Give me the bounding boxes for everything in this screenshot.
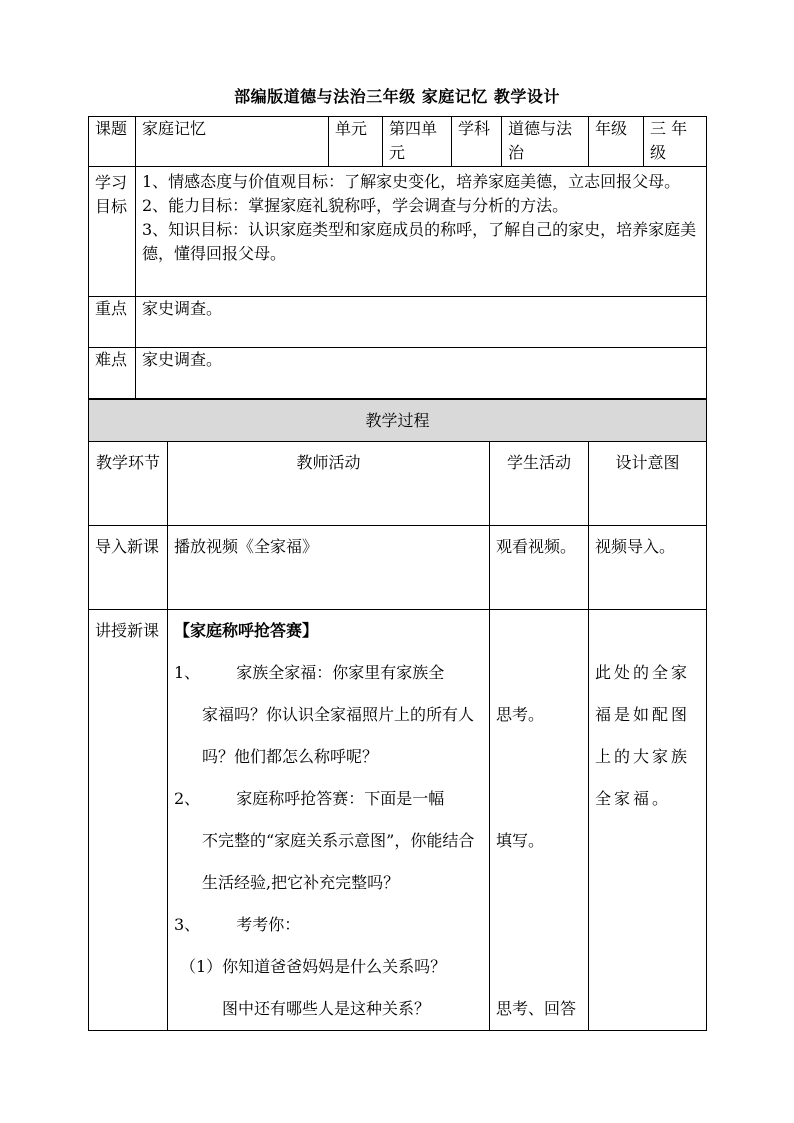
subject-value: 道德与法治: [502, 117, 589, 167]
lesson-info-table: [88, 116, 707, 399]
spacer: [496, 652, 582, 694]
col-teacher-header: 教师活动: [168, 442, 490, 526]
col-stage-header: 教学环节: [89, 442, 168, 526]
student-activity-2: 填写。: [496, 831, 545, 850]
goals-cell: [136, 167, 707, 297]
key-label: 重点: [89, 297, 136, 348]
intent-text: 此处的全家福是如配图上的大家族全家福。: [595, 663, 691, 808]
grade-label: 年级: [589, 117, 644, 167]
student-activity-3: 思考、回答: [496, 999, 577, 1018]
item-1-continued: 家福吗？你认识全家福照片上的所有人吗？他们都怎么称呼呢？: [202, 705, 475, 766]
section-title: 【家庭称呼抢答赛】: [174, 621, 319, 640]
item-2-continued: 不完整的“家庭关系示意图”，你能结合生活经验,把它补充完整吗？: [202, 831, 475, 892]
goals-label: [89, 167, 136, 297]
goal-item: 1、情感态度与价值观目标：了解家史变化，培养家庭美德，立志回报父母。: [142, 172, 681, 191]
student-activity-1: 思考。: [496, 705, 545, 724]
lesson-label: 课题: [89, 117, 136, 167]
lesson-value: 家庭记忆: [136, 117, 329, 167]
item-text: 考考你：: [236, 915, 301, 934]
lecture-student: [490, 610, 589, 1031]
intro-teacher: 播放视频《全家福》: [168, 526, 490, 610]
spacer: [496, 736, 582, 820]
item-3: [174, 904, 483, 946]
intro-student: 观看视频。: [490, 526, 589, 610]
unit-label: 单元: [329, 117, 383, 167]
item-number: 2、: [174, 789, 201, 808]
process-heading: 教学过程: [89, 400, 707, 442]
item-1: [174, 652, 483, 694]
goal-item: 2、能力目标：掌握家庭礼貌称呼，学会调查与分析的方法。: [142, 196, 569, 215]
goals-label-text: 学习目标: [95, 173, 128, 216]
lecture-teacher: [168, 610, 490, 1031]
col-intent-header: 设计意图: [589, 442, 707, 526]
key-value: 家史调查。: [136, 297, 707, 348]
intro-intent: 视频导入。: [589, 526, 707, 610]
goal-item: 3、知识目标：认识家庭类型和家庭成员的称呼，了解自己的家史，培养家庭美德，懂得回报父母。: [142, 220, 697, 263]
difficulty-value: 家史调查。: [136, 348, 707, 399]
teaching-process-table: [88, 399, 707, 1031]
document-title: 部编版道德与法治三年级 家庭记忆 教学设计: [234, 87, 560, 106]
subject-label: 学科: [452, 117, 502, 167]
item-number: 3、: [174, 915, 201, 934]
spacer: [496, 862, 582, 988]
spacer: [595, 610, 700, 652]
sub-question-1-continued: 图中还有哪些人是这种关系？: [222, 999, 431, 1018]
sub-question-1: （1）你知道爸爸妈妈是什么关系吗？: [180, 957, 447, 976]
unit-value: 第四单元: [383, 117, 452, 167]
lecture-stage: 讲授新课: [89, 610, 168, 1031]
difficulty-label: 难点: [89, 348, 136, 399]
item-number: 1、: [174, 663, 201, 682]
col-student-header: 学生活动: [490, 442, 589, 526]
item-2: [174, 778, 483, 820]
item-text: 家庭称呼抢答赛：下面是一幅: [236, 789, 445, 808]
intro-stage: 导入新课: [89, 526, 168, 610]
spacer: [496, 610, 582, 652]
item-text: 家族全家福：你家里有家族全: [236, 663, 445, 682]
grade-value: 三 年级: [644, 117, 707, 167]
lecture-intent: [589, 610, 707, 1031]
